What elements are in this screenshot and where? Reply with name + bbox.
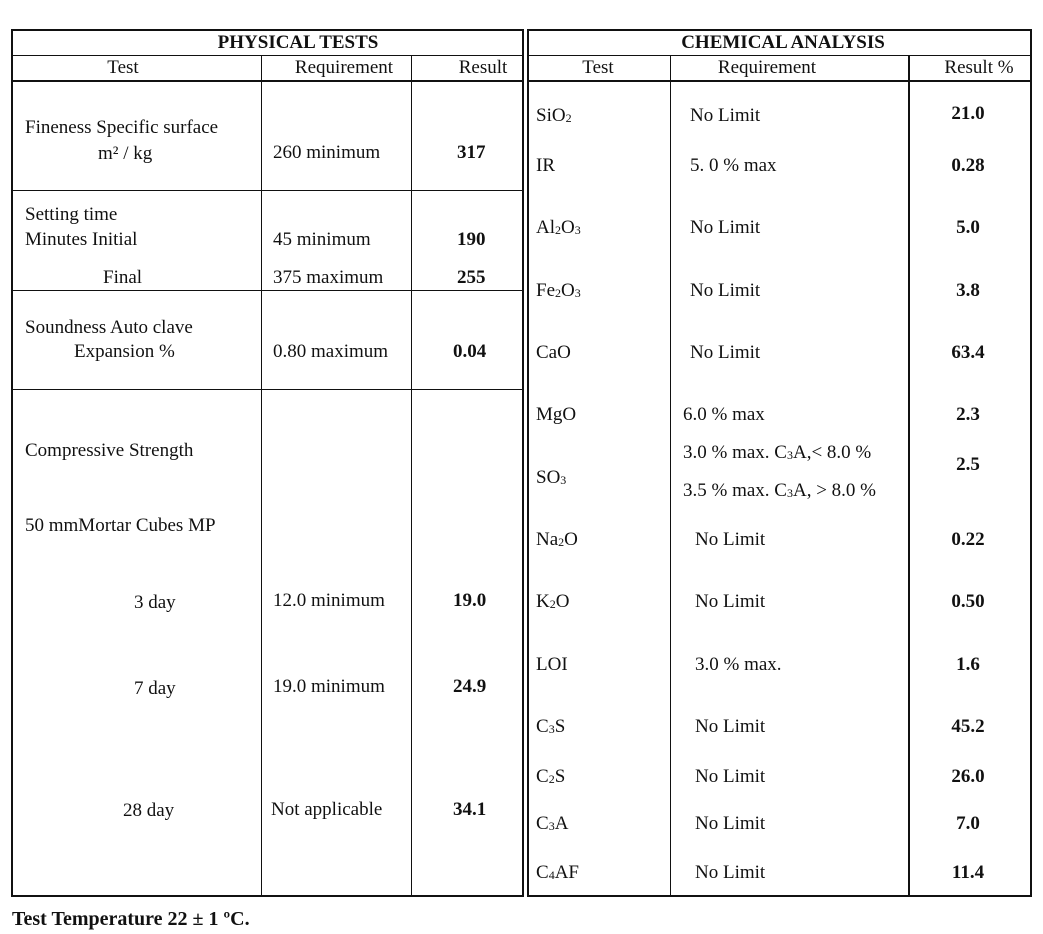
chemical-test-8: K2O (536, 591, 570, 612)
compressive-day-7: 7 day (134, 678, 176, 699)
chemical-header-result: Result % (944, 57, 1014, 78)
chemical-test-3: Fe2O3 (536, 280, 581, 301)
chemical-result-8: 0.50 (951, 591, 985, 612)
chemical-requirement-5: 6.0 % max (683, 404, 765, 425)
physical-tests-frame (11, 29, 524, 897)
chemical-analysis-title: CHEMICAL ANALYSIS (681, 32, 885, 53)
chemical-header-test: Test (582, 57, 614, 78)
chemical-result-10: 45.2 (951, 716, 985, 737)
chemical-result-1: 0.28 (951, 155, 985, 176)
setting-final-requirement: 375 maximum (273, 267, 384, 288)
chemical-result-13: 11.4 (951, 862, 985, 883)
compressive-req-7: 19.0 minimum (273, 676, 385, 697)
setting-initial-result: 190 (457, 229, 486, 250)
physical-header-test: Test (107, 57, 139, 78)
so3-requirement-1: 3.0 % max. C3A,< 8.0 % (683, 442, 872, 463)
chemical-result-4: 63.4 (951, 342, 985, 363)
so3-requirement-2: 3.5 % max. C3A, > 8.0 % (683, 480, 876, 501)
chemical-result-5: 2.3 (956, 404, 980, 425)
chemical-result-12: 7.0 (956, 813, 980, 834)
chemical-test-13: C4AF (536, 862, 579, 883)
chemical-test-9: LOI (536, 654, 568, 675)
test-temperature-note: Test Temperature 22 ± 1 ºC. (12, 908, 250, 930)
setting-initial-requirement: 45 minimum (273, 229, 371, 250)
fineness-requirement: 260 minimum (273, 142, 381, 163)
chemical-test-1: IR (536, 155, 555, 176)
chemical-requirement-0: No Limit (690, 105, 761, 126)
compressive-result-7: 24.9 (453, 676, 487, 697)
chemical-requirement-3: No Limit (690, 280, 761, 301)
chemical-requirement-13: No Limit (695, 862, 766, 883)
chemical-test-6: SO3 (536, 467, 567, 488)
chemical-requirement-8: No Limit (695, 591, 766, 612)
chemical-test-5: MgO (536, 404, 577, 425)
compressive-req-28: Not applicable (271, 799, 383, 820)
chemical-requirement-10: No Limit (695, 716, 766, 737)
soundness-requirement: 0.80 maximum (273, 341, 389, 362)
chemical-requirement-12: No Limit (695, 813, 766, 834)
compressive-unit: 50 mmMortar Cubes MP (25, 515, 216, 536)
compressive-result-28: 34.1 (453, 799, 487, 820)
compressive-label: Compressive Strength (25, 440, 194, 461)
physical-tests-title: PHYSICAL TESTS (217, 32, 379, 53)
compressive-day-3: 3 day (134, 592, 176, 613)
soundness-unit: Expansion % (74, 341, 175, 362)
chemical-requirement-11: No Limit (695, 766, 766, 787)
soundness-result: 0.04 (453, 341, 487, 362)
fineness-result: 317 (457, 142, 486, 163)
chemical-result-0: 21.0 (951, 103, 985, 124)
chemical-result-6: 2.5 (956, 454, 980, 475)
physical-header-result: Result (458, 57, 508, 78)
setting-final-label: Final (103, 267, 143, 288)
chemical-requirement-1: 5. 0 % max (690, 155, 777, 176)
compressive-result-3: 19.0 (453, 590, 487, 611)
chemical-test-4: CaO (536, 342, 571, 363)
chemical-result-7: 0.22 (951, 529, 985, 550)
physical-header-requirement: Requirement (294, 57, 394, 78)
setting-initial-label: Minutes Initial (25, 229, 138, 250)
chemical-header-requirement: Requirement (717, 57, 817, 78)
chemical-result-3: 3.8 (956, 280, 980, 301)
chemical-test-12: C3A (536, 813, 569, 834)
chemical-result-9: 1.6 (956, 654, 980, 675)
chemical-test-10: C3S (536, 716, 566, 737)
chemical-requirement-2: No Limit (690, 217, 761, 238)
chemical-result-2: 5.0 (956, 217, 980, 238)
chemical-test-2: Al2O3 (536, 217, 581, 238)
chemical-test-7: Na2O (536, 529, 578, 550)
setting-time-label: Setting time (25, 204, 118, 225)
chemical-requirement-9: 3.0 % max. (695, 654, 782, 675)
chemical-requirement-7: No Limit (695, 529, 766, 550)
fineness-label: Fineness Specific surface (25, 117, 219, 138)
chemical-result-11: 26.0 (951, 766, 985, 787)
compressive-req-3: 12.0 minimum (273, 590, 385, 611)
chemical-test-0: SiO2 (536, 105, 572, 126)
compressive-day-28: 28 day (123, 800, 175, 821)
chemical-test-11: C2S (536, 766, 566, 787)
soundness-label: Soundness Auto clave (25, 317, 193, 338)
setting-final-result: 255 (457, 267, 486, 288)
chemical-requirement-4: No Limit (690, 342, 761, 363)
fineness-unit: m² / kg (98, 143, 153, 164)
